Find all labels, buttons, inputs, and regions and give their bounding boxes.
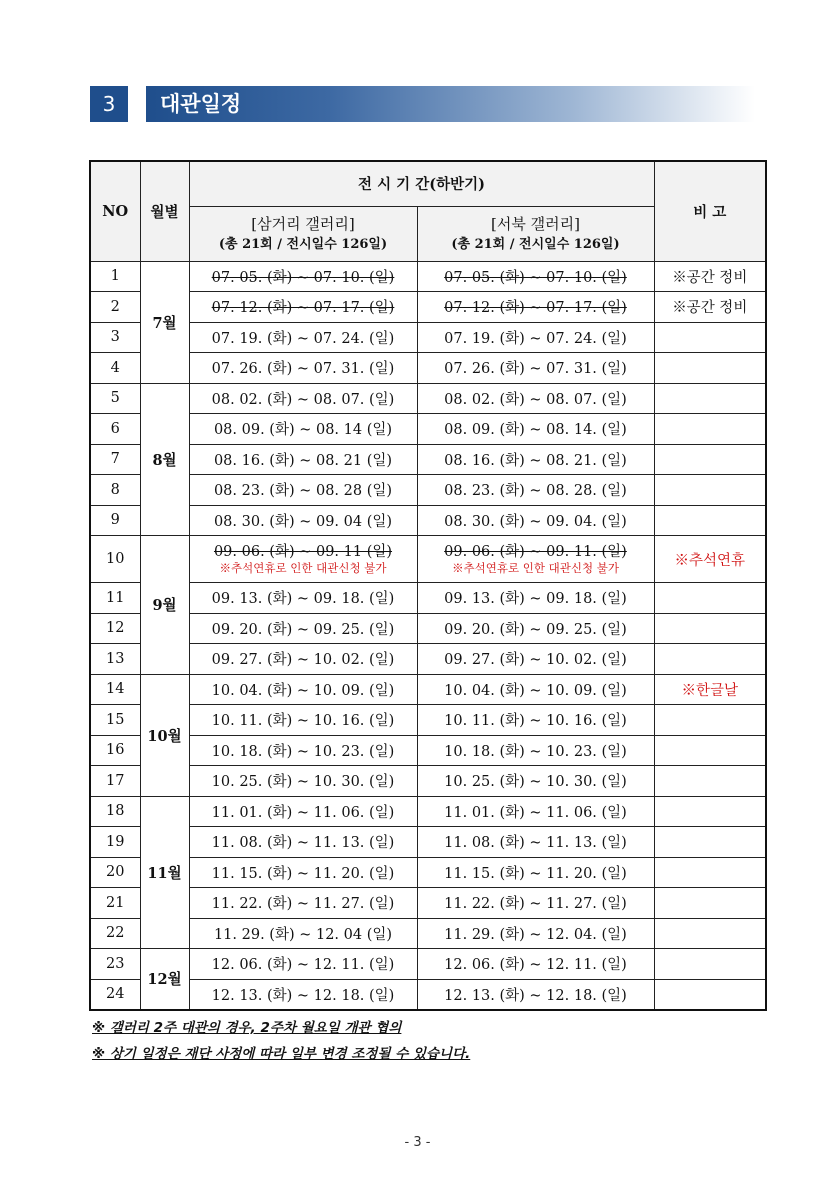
period-seobuk: 07. 05. (화) ~ 07. 10. (일) bbox=[417, 261, 654, 292]
period-samgeori: 10. 18. (화) ~ 10. 23. (일) bbox=[189, 735, 417, 766]
remark-cell bbox=[654, 644, 766, 675]
period-seobuk: 11. 29. (화) ~ 12. 04. (일) bbox=[417, 918, 654, 949]
table-row bbox=[90, 536, 766, 583]
period-seobuk: 09. 06. (화) ~ 09. 11. (일) bbox=[444, 543, 627, 560]
period-samgeori: 09. 27. (화) ~ 10. 02. (일) bbox=[189, 644, 417, 675]
row-no: 13 bbox=[90, 644, 140, 675]
month-cell: 11월 bbox=[140, 796, 189, 949]
period-seobuk: 11. 08. (화) ~ 11. 13. (일) bbox=[417, 827, 654, 858]
remark-cell bbox=[654, 613, 766, 644]
holiday-note: ※추석연휴로 인한 대관신청 불가 bbox=[219, 560, 387, 575]
period-seobuk: 07. 12. (화) ~ 07. 17. (일) bbox=[417, 292, 654, 323]
row-no: 16 bbox=[90, 735, 140, 766]
table-row bbox=[90, 505, 766, 536]
period-samgeori: 08. 02. (화) ~ 08. 07. (일) bbox=[189, 383, 417, 414]
table-row bbox=[90, 766, 766, 797]
period-samgeori: 10. 25. (화) ~ 10. 30. (일) bbox=[189, 766, 417, 797]
period-samgeori: 10. 04. (화) ~ 10. 09. (일) bbox=[189, 674, 417, 705]
remark-cell bbox=[654, 827, 766, 858]
period-samgeori: 09. 06. (화) ~ 09. 11 (일) bbox=[213, 543, 393, 560]
period-samgeori-cancelled bbox=[189, 536, 417, 583]
period-seobuk: 08. 23. (화) ~ 08. 28. (일) bbox=[417, 475, 654, 506]
row-no: 15 bbox=[90, 705, 140, 736]
row-no: 23 bbox=[90, 949, 140, 980]
table-row bbox=[90, 918, 766, 949]
month-cell: 8월 bbox=[140, 383, 189, 536]
table-row bbox=[90, 796, 766, 827]
period-seobuk: 09. 27. (화) ~ 10. 02. (일) bbox=[417, 644, 654, 675]
header-month: 월별 bbox=[140, 161, 189, 261]
period-seobuk: 10. 25. (화) ~ 10. 30. (일) bbox=[417, 766, 654, 797]
row-no: 3 bbox=[90, 322, 140, 353]
gallery-name: [삼거리 갤러리] bbox=[251, 214, 355, 233]
row-no: 2 bbox=[90, 292, 140, 323]
table-row bbox=[90, 827, 766, 858]
period-seobuk: 10. 18. (화) ~ 10. 23. (일) bbox=[417, 735, 654, 766]
row-no: 7 bbox=[90, 444, 140, 475]
table-row bbox=[90, 444, 766, 475]
remark-cell: ※공간 정비 bbox=[654, 292, 766, 323]
period-seobuk: 11. 01. (화) ~ 11. 06. (일) bbox=[417, 796, 654, 827]
remark-cell bbox=[654, 475, 766, 506]
remark-cell bbox=[654, 979, 766, 1010]
period-seobuk: 07. 19. (화) ~ 07. 24. (일) bbox=[417, 322, 654, 353]
period-samgeori: 07. 19. (화) ~ 07. 24. (일) bbox=[189, 322, 417, 353]
table-row bbox=[90, 857, 766, 888]
period-samgeori: 11. 08. (화) ~ 11. 13. (일) bbox=[189, 827, 417, 858]
period-seobuk: 10. 11. (화) ~ 10. 16. (일) bbox=[417, 705, 654, 736]
period-samgeori: 08. 09. (화) ~ 08. 14 (일) bbox=[189, 414, 417, 445]
remark-cell bbox=[654, 766, 766, 797]
section-title-bar bbox=[146, 86, 755, 122]
table-row bbox=[90, 583, 766, 614]
period-samgeori: 07. 05. (화) ~ 07. 10. (일) bbox=[189, 261, 417, 292]
remark-cell: ※추석연휴 bbox=[654, 536, 766, 583]
month-cell: 7월 bbox=[140, 261, 189, 383]
gallery-name: [서북 갤러리] bbox=[491, 214, 580, 233]
remark-cell bbox=[654, 353, 766, 384]
period-seobuk: 09. 20. (화) ~ 09. 25. (일) bbox=[417, 613, 654, 644]
section-title: 대관일정 bbox=[160, 92, 242, 116]
header-gallery-samgeori bbox=[189, 206, 417, 261]
period-seobuk: 11. 15. (화) ~ 11. 20. (일) bbox=[417, 857, 654, 888]
period-samgeori: 11. 15. (화) ~ 11. 20. (일) bbox=[189, 857, 417, 888]
table-row bbox=[90, 292, 766, 323]
footnote-gallery-opening: ※ 갤러리 2주 대관의 경우, 2주차 월요일 개관 협의 bbox=[92, 1020, 402, 1036]
table-row bbox=[90, 414, 766, 445]
month-cell: 10월 bbox=[140, 674, 189, 796]
period-samgeori: 09. 20. (화) ~ 09. 25. (일) bbox=[189, 613, 417, 644]
remark-cell bbox=[654, 414, 766, 445]
period-samgeori: 08. 23. (화) ~ 08. 28 (일) bbox=[189, 475, 417, 506]
gallery-summary: (총 21회 / 전시일수 126일) bbox=[451, 236, 620, 252]
period-seobuk: 08. 02. (화) ~ 08. 07. (일) bbox=[417, 383, 654, 414]
period-seobuk: 07. 26. (화) ~ 07. 31. (일) bbox=[417, 353, 654, 384]
table-row bbox=[90, 475, 766, 506]
period-seobuk-cancelled bbox=[417, 536, 654, 583]
remark-cell bbox=[654, 888, 766, 919]
table-row bbox=[90, 353, 766, 384]
period-samgeori: 11. 01. (화) ~ 11. 06. (일) bbox=[189, 796, 417, 827]
row-no: 20 bbox=[90, 857, 140, 888]
remark-cell: ※한글날 bbox=[654, 674, 766, 705]
month-cell: 12월 bbox=[140, 949, 189, 1010]
rental-schedule-table bbox=[89, 160, 767, 1011]
remark-cell bbox=[654, 505, 766, 536]
remark-cell bbox=[654, 322, 766, 353]
period-samgeori: 08. 16. (화) ~ 08. 21 (일) bbox=[189, 444, 417, 475]
table-row bbox=[90, 383, 766, 414]
row-no: 14 bbox=[90, 674, 140, 705]
table-row bbox=[90, 674, 766, 705]
header-gallery-seobuk bbox=[417, 206, 654, 261]
section-header bbox=[90, 86, 755, 122]
period-samgeori: 10. 11. (화) ~ 10. 16. (일) bbox=[189, 705, 417, 736]
remark-cell bbox=[654, 735, 766, 766]
row-no: 19 bbox=[90, 827, 140, 858]
section-number: 3 bbox=[90, 86, 128, 122]
period-samgeori: 07. 12. (화) ~ 07. 17. (일) bbox=[189, 292, 417, 323]
remark-cell bbox=[654, 583, 766, 614]
header-period: 전 시 기 간(하반기) bbox=[189, 161, 654, 206]
period-samgeori: 11. 29. (화) ~ 12. 04 (일) bbox=[189, 918, 417, 949]
period-samgeori: 12. 13. (화) ~ 12. 18. (일) bbox=[189, 979, 417, 1010]
remark-cell bbox=[654, 444, 766, 475]
period-samgeori: 11. 22. (화) ~ 11. 27. (일) bbox=[189, 888, 417, 919]
row-no: 12 bbox=[90, 613, 140, 644]
period-seobuk: 09. 13. (화) ~ 09. 18. (일) bbox=[417, 583, 654, 614]
page-number: - 3 - bbox=[404, 1135, 431, 1150]
period-seobuk: 11. 22. (화) ~ 11. 27. (일) bbox=[417, 888, 654, 919]
table-row bbox=[90, 888, 766, 919]
table-row bbox=[90, 322, 766, 353]
month-cell: 9월 bbox=[140, 536, 189, 675]
table-row bbox=[90, 735, 766, 766]
table-row bbox=[90, 705, 766, 736]
header-no: NO bbox=[90, 161, 140, 261]
remark-cell bbox=[654, 857, 766, 888]
period-samgeori: 09. 13. (화) ~ 09. 18. (일) bbox=[189, 583, 417, 614]
remark-cell bbox=[654, 918, 766, 949]
header-remark: 비 고 bbox=[654, 161, 766, 261]
table-row bbox=[90, 979, 766, 1010]
row-no: 8 bbox=[90, 475, 140, 506]
period-seobuk: 08. 16. (화) ~ 08. 21. (일) bbox=[417, 444, 654, 475]
remark-cell bbox=[654, 949, 766, 980]
remark-cell: ※공간 정비 bbox=[654, 261, 766, 292]
period-samgeori: 07. 26. (화) ~ 07. 31. (일) bbox=[189, 353, 417, 384]
remark-cell bbox=[654, 383, 766, 414]
table-row bbox=[90, 644, 766, 675]
row-no: 18 bbox=[90, 796, 140, 827]
holiday-note: ※추석연휴로 인한 대관신청 불가 bbox=[452, 560, 619, 575]
period-seobuk: 10. 04. (화) ~ 10. 09. (일) bbox=[417, 674, 654, 705]
table-row bbox=[90, 949, 766, 980]
table-row bbox=[90, 261, 766, 292]
remark-cell bbox=[654, 705, 766, 736]
period-seobuk: 08. 09. (화) ~ 08. 14. (일) bbox=[417, 414, 654, 445]
period-samgeori: 08. 30. (화) ~ 09. 04 (일) bbox=[189, 505, 417, 536]
row-no: 6 bbox=[90, 414, 140, 445]
table-row bbox=[90, 613, 766, 644]
row-no: 22 bbox=[90, 918, 140, 949]
footnote-schedule-change: ※ 상기 일정은 재단 사정에 따라 일부 변경 조정될 수 있습니다. bbox=[92, 1046, 471, 1062]
row-no: 11 bbox=[90, 583, 140, 614]
row-no: 4 bbox=[90, 353, 140, 384]
row-no: 9 bbox=[90, 505, 140, 536]
period-seobuk: 12. 13. (화) ~ 12. 18. (일) bbox=[417, 979, 654, 1010]
period-seobuk: 12. 06. (화) ~ 12. 11. (일) bbox=[417, 949, 654, 980]
row-no: 1 bbox=[90, 261, 140, 292]
row-no: 17 bbox=[90, 766, 140, 797]
row-no: 21 bbox=[90, 888, 140, 919]
row-no: 5 bbox=[90, 383, 140, 414]
period-seobuk: 08. 30. (화) ~ 09. 04. (일) bbox=[417, 505, 654, 536]
period-samgeori: 12. 06. (화) ~ 12. 11. (일) bbox=[189, 949, 417, 980]
row-no: 10 bbox=[90, 536, 140, 583]
gallery-summary: (총 21회 / 전시일수 126일) bbox=[218, 236, 388, 252]
row-no: 24 bbox=[90, 979, 140, 1010]
remark-cell bbox=[654, 796, 766, 827]
